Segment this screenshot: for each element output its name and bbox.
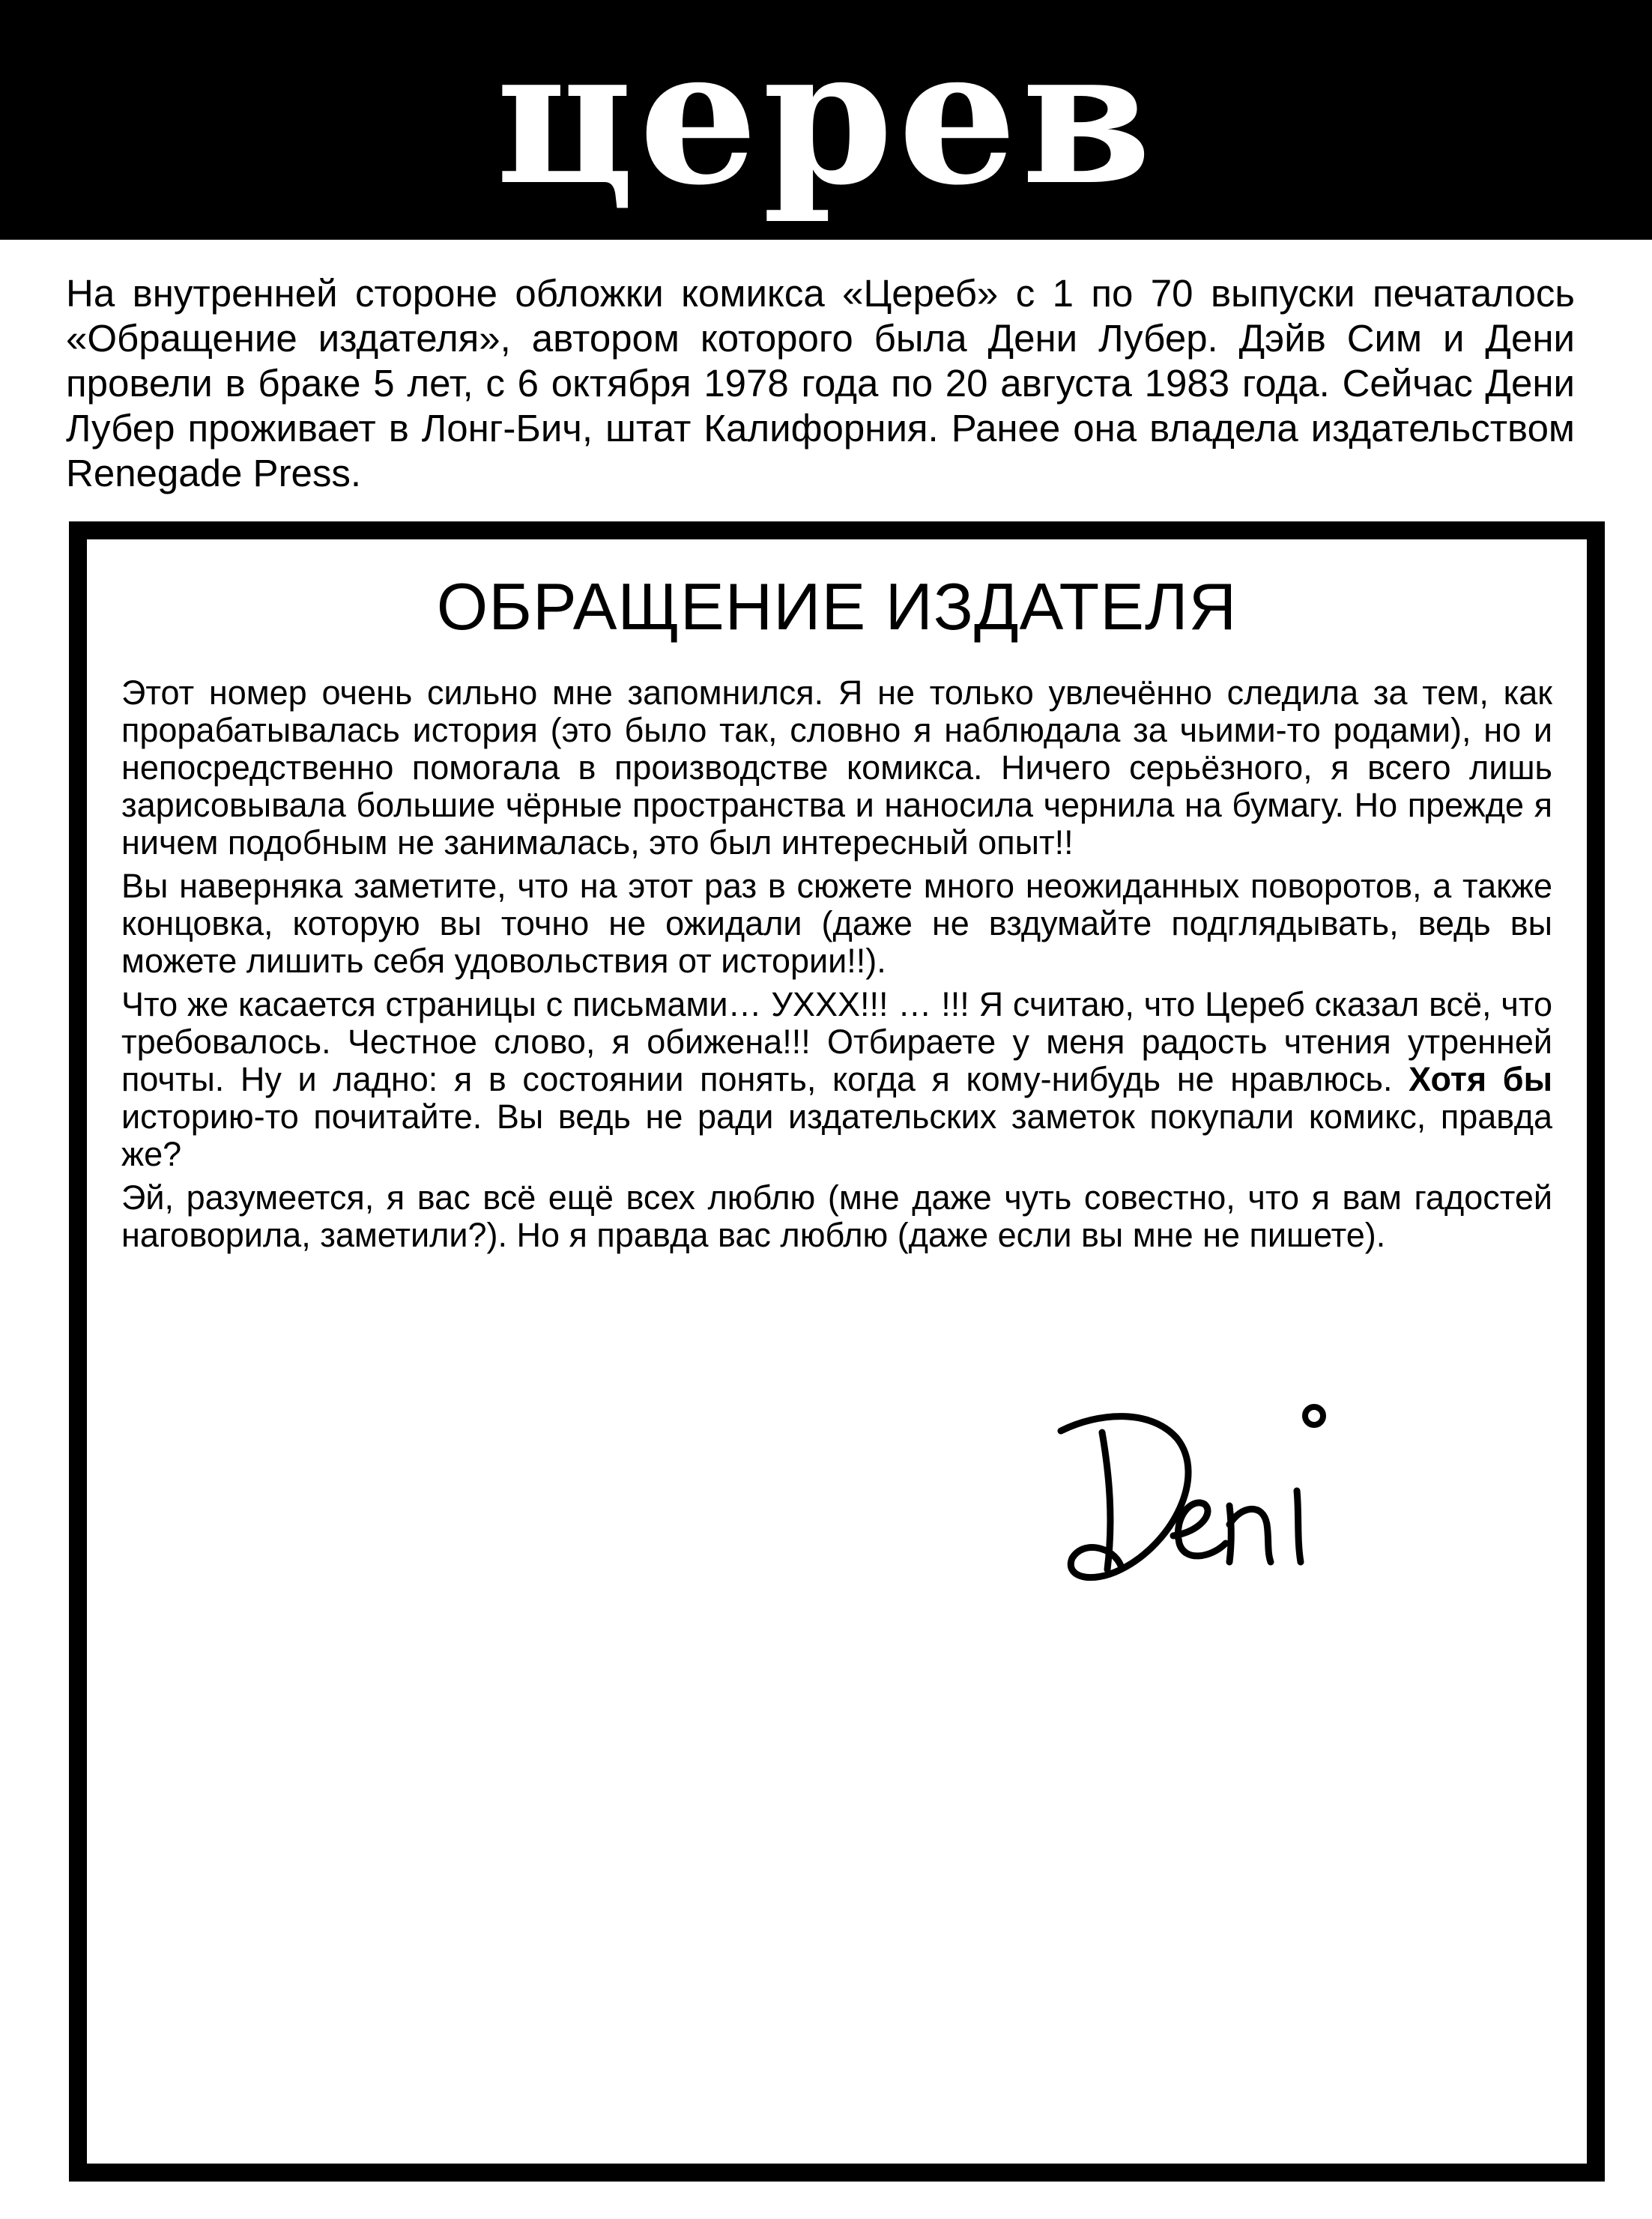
letter-title: ОБРАЩЕНИЕ ИЗДАТЕЛЯ [436,569,1238,644]
letter-paragraph-3 [121,986,1552,1173]
letter-p3-start: Что же касается страницы с письмами… УХХХ!!! … !!! Я считаю, что Цереб сказал всё, что требовалось. Честное слово, я обижена!!! Отбираете у меня радость чтения утренней почты. Ну и ладно: я в состоянии понять, когда я кому-нибудь не нравлюсь. [121,985,1552,1098]
letter-paragraph-1: Этот номер очень сильно мне запомнился. Я не только увлечённо следила за тем, как прорабатывалась история (это было так, словно я наблюдала за чьими-то родами), но и непосредственно помогала в производстве комикса. Ничего серьёзного, я всего лишь зарисовывала большие чёрные пространства и наносила чернила на бумагу. Но прежде я ничем подобным не занималась, это был интересный опыт!! [121,673,1552,862]
letter-body [121,674,1552,1260]
letter-paragraph-4: Эй, разумеется, я вас всё ещё всех люблю (мне даже чуть совестно, что я вам гадостей наговорила, заметили?). Но я правда вас люблю (даже если вы мне не пишете). [121,1178,1552,1254]
letter-paragraph-2: Вы наверняка заметите, что на этот раз в сюжете много неожиданных поворотов, а также концовка, которую вы точно не ожидали (даже не вздумайте подглядывать, ведь вы можете лишить себя удовольствия от истории!!). [121,867,1552,980]
intro-text [66,271,1575,496]
intro-paragraph: На внутренней стороне обложки комикса «Цереб» с 1 по 70 выпуски печаталось «Обращение издателя», автором которого была Дени Лубер. Дэйв Сим и Дени провели в браке 5 лет, с 6 октября 1978 года по 20 августа 1983 года. Сейчас Дени Лубер проживает в Лонг-Бич, штат Калифорния. Ранее она владела издательством Renegade Press. [66,272,1575,494]
signature [1038,1393,1413,1603]
publisher-letter-frame [69,521,1605,2182]
header-band [0,0,1652,240]
letter-p3-end: историю-то почитайте. Вы ведь не ради издательских заметок покупали комикс, правда же? [121,1098,1552,1173]
letter-p3-bold: Хотя бы [1409,1060,1553,1098]
logo: церев [495,6,1157,226]
